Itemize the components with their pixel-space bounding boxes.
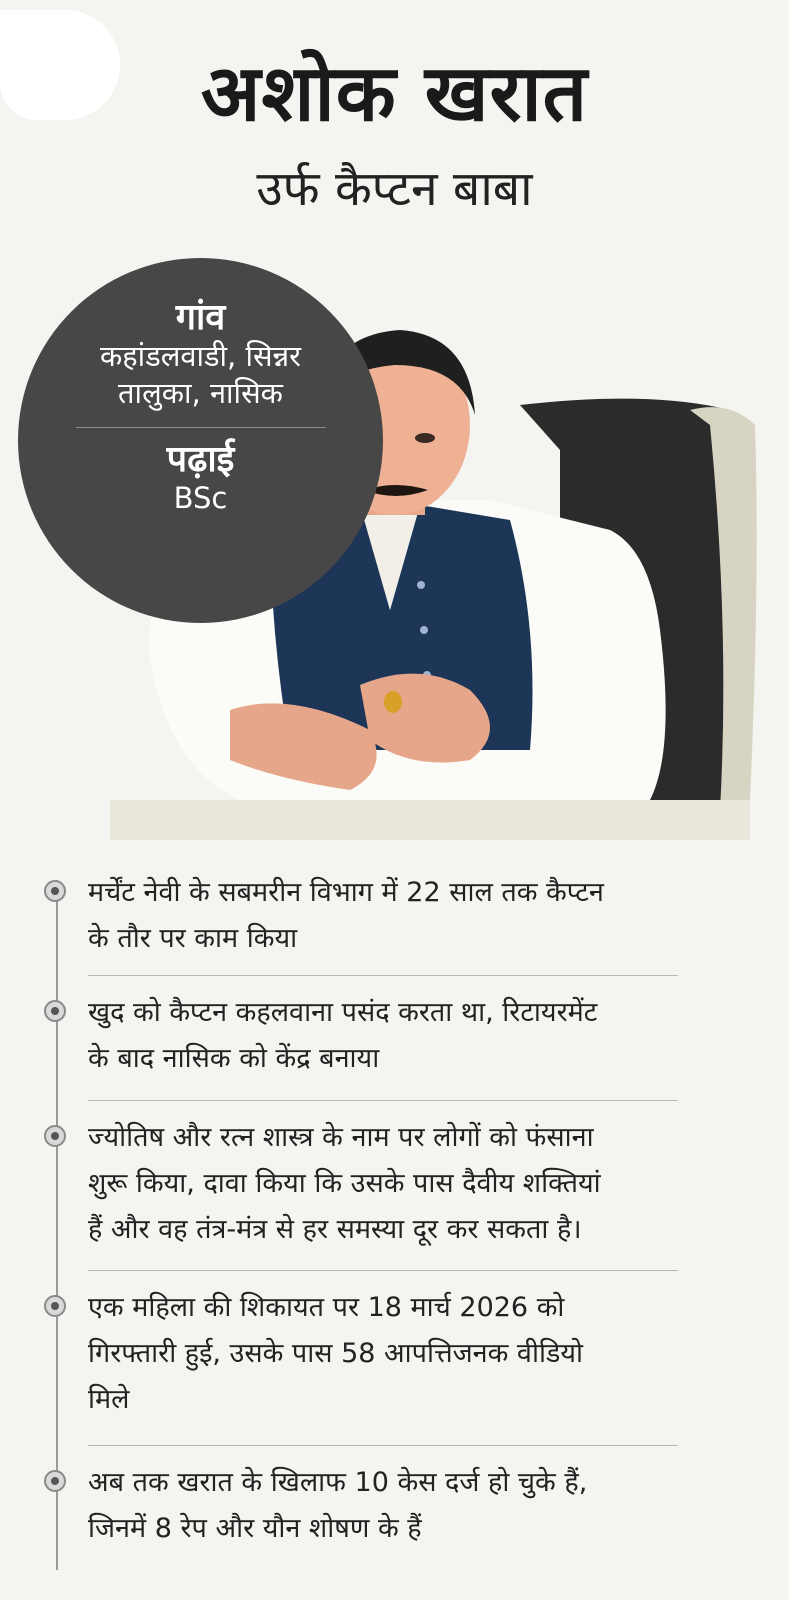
fact-3-line-1: ज्योतिष और रत्न शास्त्र के नाम पर लोगों को फंसाना bbox=[88, 1122, 594, 1153]
bullet-icon bbox=[44, 1000, 66, 1022]
fact-1-line-1: मर्चेंट नेवी के सबमरीन विभाग में 22 साल तक कैप्टन bbox=[88, 877, 604, 908]
fact-4-line-3: मिले bbox=[88, 1384, 130, 1415]
fact-5-line-2: जिनमें 8 रेप और यौन शोषण के हैं bbox=[88, 1513, 422, 1544]
fact-3-line-2: शुरू किया, दावा किया कि उसके पास दैवीय शक्तियां bbox=[88, 1168, 601, 1199]
page-title: अशोक खरात bbox=[200, 49, 589, 139]
fact-2-line-2: के बाद नासिक को केंद्र बनाया bbox=[88, 1043, 380, 1074]
fact-3-line-3: हैं और वह तंत्र-मंत्र से हर समस्या दूर कर सकता है। bbox=[88, 1214, 582, 1245]
village-heading: गांव bbox=[175, 297, 226, 338]
fact-4-line-2: गिरफ्तारी हुई, उसके पास 58 आपत्तिजनक वीडियो bbox=[88, 1338, 584, 1369]
fact-2-line-1: खुद को कैप्टन कहलवाना पसंद करता था, रिटायरमेंट bbox=[88, 997, 598, 1028]
bullet-icon bbox=[44, 880, 66, 902]
fact-5-line-1: अब तक खरात के खिलाफ 10 केस दर्ज हो चुके हैं, bbox=[88, 1467, 588, 1498]
education-heading: पढ़ाई bbox=[166, 438, 235, 480]
village-line-2: तालुका, नासिक bbox=[118, 376, 283, 411]
circle-divider bbox=[76, 427, 326, 428]
bullet-icon bbox=[44, 1295, 66, 1317]
village-line-1: कहांडलवाडी, सिन्नर bbox=[100, 338, 301, 373]
bullet-icon bbox=[44, 1470, 66, 1492]
fact-1-line-2: के तौर पर काम किया bbox=[88, 923, 298, 954]
separator bbox=[88, 1100, 678, 1101]
separator bbox=[88, 1270, 678, 1271]
separator bbox=[88, 975, 678, 976]
page-subtitle: उर्फ कैप्टन बाबा bbox=[256, 161, 533, 217]
separator bbox=[88, 1445, 678, 1446]
fact-4-line-1: एक महिला की शिकायत पर 18 मार्च 2026 को bbox=[88, 1292, 565, 1323]
info-circle bbox=[18, 258, 383, 623]
education-value: BSc bbox=[173, 480, 228, 515]
timeline-line bbox=[56, 880, 58, 1570]
bullet-icon bbox=[44, 1125, 66, 1147]
